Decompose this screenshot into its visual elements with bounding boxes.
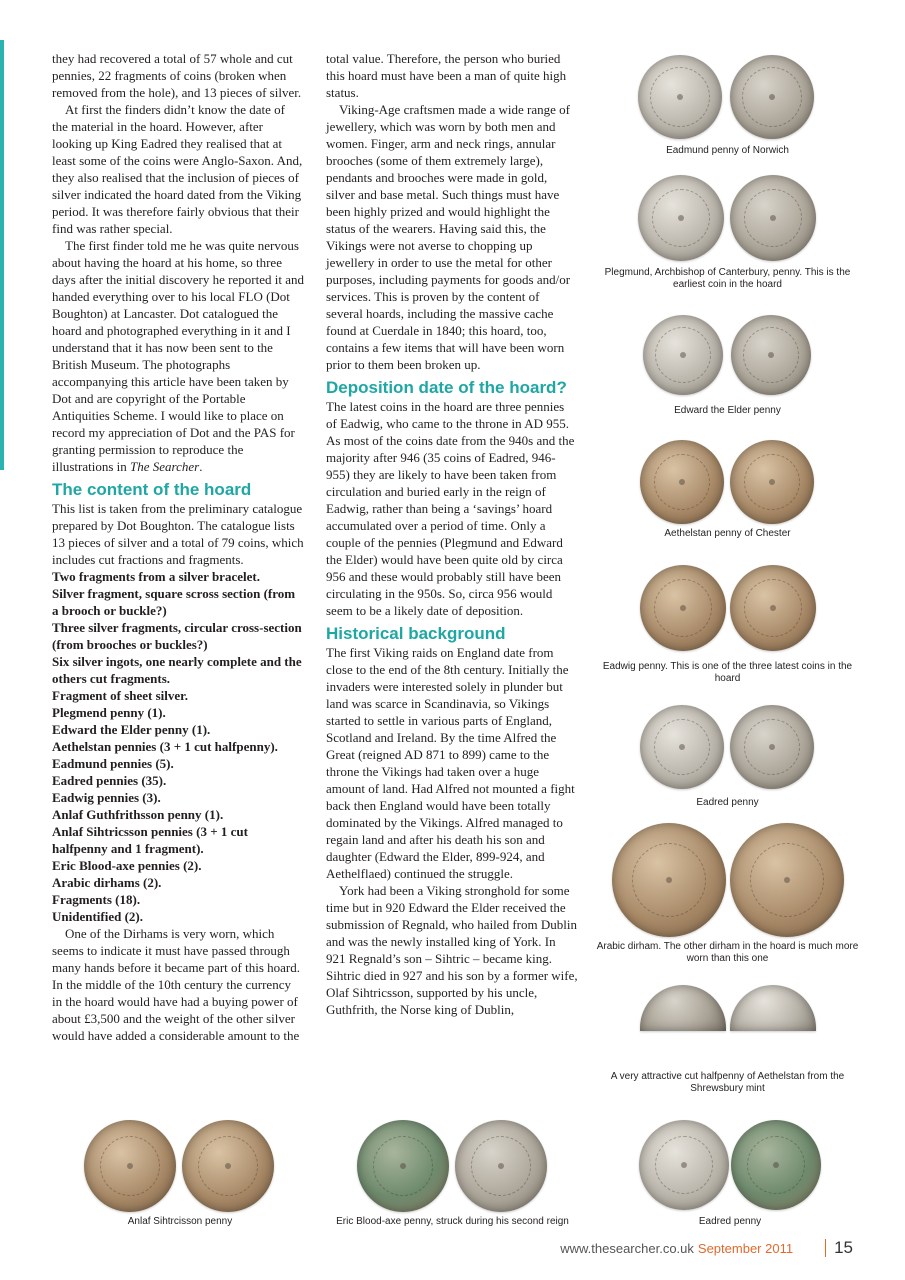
- paragraph: The first finder told me he was quite nervous about having the hoard at his home, so three days after the initial discovery he reported it and handed everything over to his local FLO (Dot Boughton) at Lancaster. Dot catalogued the hoard and photographed everything in it and I understand that it has now been sent to the British Museum. The photographs accompanying this article have been taken by Dot and are copyright of the Portable Antiquities Scheme. I would like to place on record my appreciation of Dot and the PAS for granting permission to reproduce the illustrations in The Searcher.: [52, 238, 304, 474]
- coin-figure: [590, 565, 865, 685]
- section-heading-deposition: Deposition date of the hoard?: [326, 378, 567, 397]
- coin-figure: [590, 175, 865, 291]
- coin-figure: [590, 985, 865, 1095]
- list-item: Two fragments from a silver bracelet.: [52, 569, 260, 584]
- coin-figure: [320, 1120, 585, 1228]
- caption: Eadmund penny of Norwich: [666, 145, 789, 156]
- text-column-1: [52, 50, 304, 1044]
- coin-image: [730, 440, 814, 524]
- coin-image: [455, 1120, 547, 1212]
- coin-image: [730, 823, 844, 937]
- list-item: Anlaf Sihtricsson pennies (3 + 1 cut halfpenny and 1 fragment).: [52, 824, 248, 856]
- list-item: Fragment of sheet silver.: [52, 688, 188, 703]
- paragraph: total value. Therefore, the person who buried this hoard must have been a man of quite high status.: [326, 51, 567, 100]
- coin-image: [639, 1120, 729, 1210]
- coin-image: [643, 315, 723, 395]
- page-footer: [560, 1238, 853, 1258]
- coin-figure: [590, 823, 865, 965]
- caption: Plegmund, Archbishop of Canterbury, penny. This is the earliest coin in the hoard: [604, 267, 851, 290]
- list-item: Eadmund pennies (5).: [52, 756, 174, 771]
- text-column-2: [326, 50, 578, 1018]
- list-item: Eadred pennies (35).: [52, 773, 167, 788]
- list-item: Aethelstan pennies (3 + 1 cut halfpenny).: [52, 739, 278, 754]
- coin-image: [730, 565, 816, 651]
- coin-image: [730, 55, 814, 139]
- paragraph: they had recovered a total of 57 whole and cut pennies, 22 fragments of coins (broken when removed from the hole), and 13 pieces of silver.: [52, 51, 302, 100]
- coin-image: [640, 705, 724, 789]
- coin-image: [730, 985, 816, 1031]
- list-item: Arabic dirhams (2).: [52, 875, 162, 890]
- caption: Arabic dirham. The other dirham in the hoard is much more worn than this one: [596, 941, 859, 964]
- paragraph: This list is taken from the preliminary catalogue prepared by Dot Boughton. The catalogue lists 13 pieces of silver and a total of 79 coins, which includes cut fractions and fragments.: [52, 501, 304, 567]
- coin-image: [638, 175, 724, 261]
- accent-bar: [0, 40, 4, 470]
- paragraph: The latest coins in the hoard are three pennies of Eadwig, who came to the throne in AD 955. As most of the coins date from the 940s and the majority after 946 (35 coins of Eadred, 946-955) they are likely to have been taken from circulation and buried early in the reign of Eadwig, rather than being a ‘savings’ hoard accumulated over a period of time. Only a couple of the pennies (Plegmund and Edward the Elder) would have been quite old by circa 956 and these would probably still have been circulating in the 950s. So, circa 956 would seem to be a likely date of deposition.: [326, 399, 575, 618]
- hoard-list: [52, 568, 304, 925]
- coin-figure: [590, 705, 865, 809]
- section-heading-content: The content of the hoard: [52, 480, 252, 499]
- coin-image: [731, 1120, 821, 1210]
- coin-image: [730, 175, 816, 261]
- coin-image: [612, 823, 726, 937]
- coin-figure: [590, 315, 865, 417]
- list-item: Plegmend penny (1).: [52, 705, 166, 720]
- magazine-title: The Searcher: [130, 459, 200, 474]
- paragraph: Viking-Age craftsmen made a wide range of jewellery, which was worn by both men and women. Finger, arm and neck rings, annular brooches (some of them extremely large), pendants and brooches were made in gold, silver and base metal. Such things must have been highly prized and would highlight the status of the wearers. Having said this, the Vikings were not averse to chopping up jewellery in order to use the metal for other purposes, including payments for goods and/or services. This is proven by the content of several hoards, including the massive cache found at Cuerdale in 1840; this hoard, too, contains a few items that will have been worn prior to them been broken up.: [326, 102, 571, 372]
- coin-image: [182, 1120, 274, 1212]
- coin-figure: [590, 55, 865, 157]
- coin-image: [730, 705, 814, 789]
- caption: Anlaf Sihtrcisson penny: [127, 1216, 233, 1227]
- page-number: 15: [834, 1238, 853, 1257]
- coin-figure: [590, 440, 865, 540]
- list-item: Fragments (18).: [52, 892, 141, 907]
- coin-image: [640, 985, 726, 1031]
- caption: Eadwig penny. This is one of the three latest coins in the hoard: [602, 661, 853, 684]
- caption: A very attractive cut halfpenny of Aethelstan from the Shrewsbury mint: [610, 1071, 845, 1094]
- coin-figure: [80, 1120, 280, 1228]
- list-item: Silver fragment, square scross section (from a brooch or buckle?): [52, 586, 296, 618]
- caption: Aethelstan penny of Chester: [664, 528, 791, 539]
- list-item: Eadwig pennies (3).: [52, 790, 161, 805]
- paragraph: York had been a Viking stronghold for some time but in 920 Edward the Elder received the submission of Regnald, who hailed from Dublin and was the newly installed king of York. In 921 Regnald’s son – Sihtric – became king. Sihtric died in 927 and his son by a former wife, Olaf Sihtricsson, supported by his uncle, Guthfrith, the Norse king of Dublin,: [326, 883, 578, 1017]
- coin-image: [731, 315, 811, 395]
- caption: Eadred penny: [696, 797, 759, 808]
- caption: Eadred penny: [698, 1216, 762, 1227]
- list-item: Eric Blood-axe pennies (2).: [52, 858, 202, 873]
- coin-image: [640, 565, 726, 651]
- issue-date: September 2011: [697, 1240, 794, 1256]
- list-item: Unidentified (2).: [52, 909, 143, 924]
- section-heading-history: Historical background: [326, 624, 506, 643]
- coin-image: [640, 440, 724, 524]
- coin-image: [638, 55, 722, 139]
- list-item: Anlaf Guthfrithsson penny (1).: [52, 807, 224, 822]
- paragraph: One of the Dirhams is very worn, which seems to indicate it must have passed through many hands before it became part of this hoard. In the middle of the 10th century the currency in the hoard would have had a buying power of about £3,500 and the weight of the other silver would have added a considerable amount to the: [52, 926, 300, 1043]
- paragraph: At first the finders didn’t know the date of the material in the hoard. However, after looking up King Eadred they realised that at least some of the coins were Anglo-Saxon. And, they also realised that the inclusion of pieces of silver indicated the hoard dated from the Viking period. It was therefore fairly obvious that their find was rather special.: [52, 102, 303, 236]
- coin-figure: [630, 1120, 830, 1228]
- list-item: Six silver ingots, one nearly complete and the others cut fragments.: [52, 654, 302, 686]
- list-item: Three silver fragments, circular cross-section (from brooches or buckles?): [52, 620, 302, 652]
- caption: Eric Blood-axe penny, struck during his second reign: [336, 1216, 569, 1227]
- list-item: Edward the Elder penny (1).: [52, 722, 211, 737]
- paragraph: The first Viking raids on England date from close to the end of the 8th century. Initially the invaders were interested solely in plunder but land was scarce in Scandinavia, so Vikings started to settle in various parts of England, Scotland and Ireland. By the time Alfred the Great (reigned AD 871 to 899) came to the throne the Vikings had taken over a huge amount of land. Had Alfred not mounted a fight back then England would have been totally dominated by the Vikings. Alfred managed to regain land and after his death his son and daughter (Edward the Elder, 899-924, and Aethelflaed) continued the struggle.: [326, 645, 575, 881]
- footer-divider: [825, 1239, 826, 1257]
- coin-image: [357, 1120, 449, 1212]
- caption: Edward the Elder penny: [674, 405, 781, 416]
- website-url: www.thesearcher.co.uk: [560, 1240, 694, 1256]
- coin-image: [84, 1120, 176, 1212]
